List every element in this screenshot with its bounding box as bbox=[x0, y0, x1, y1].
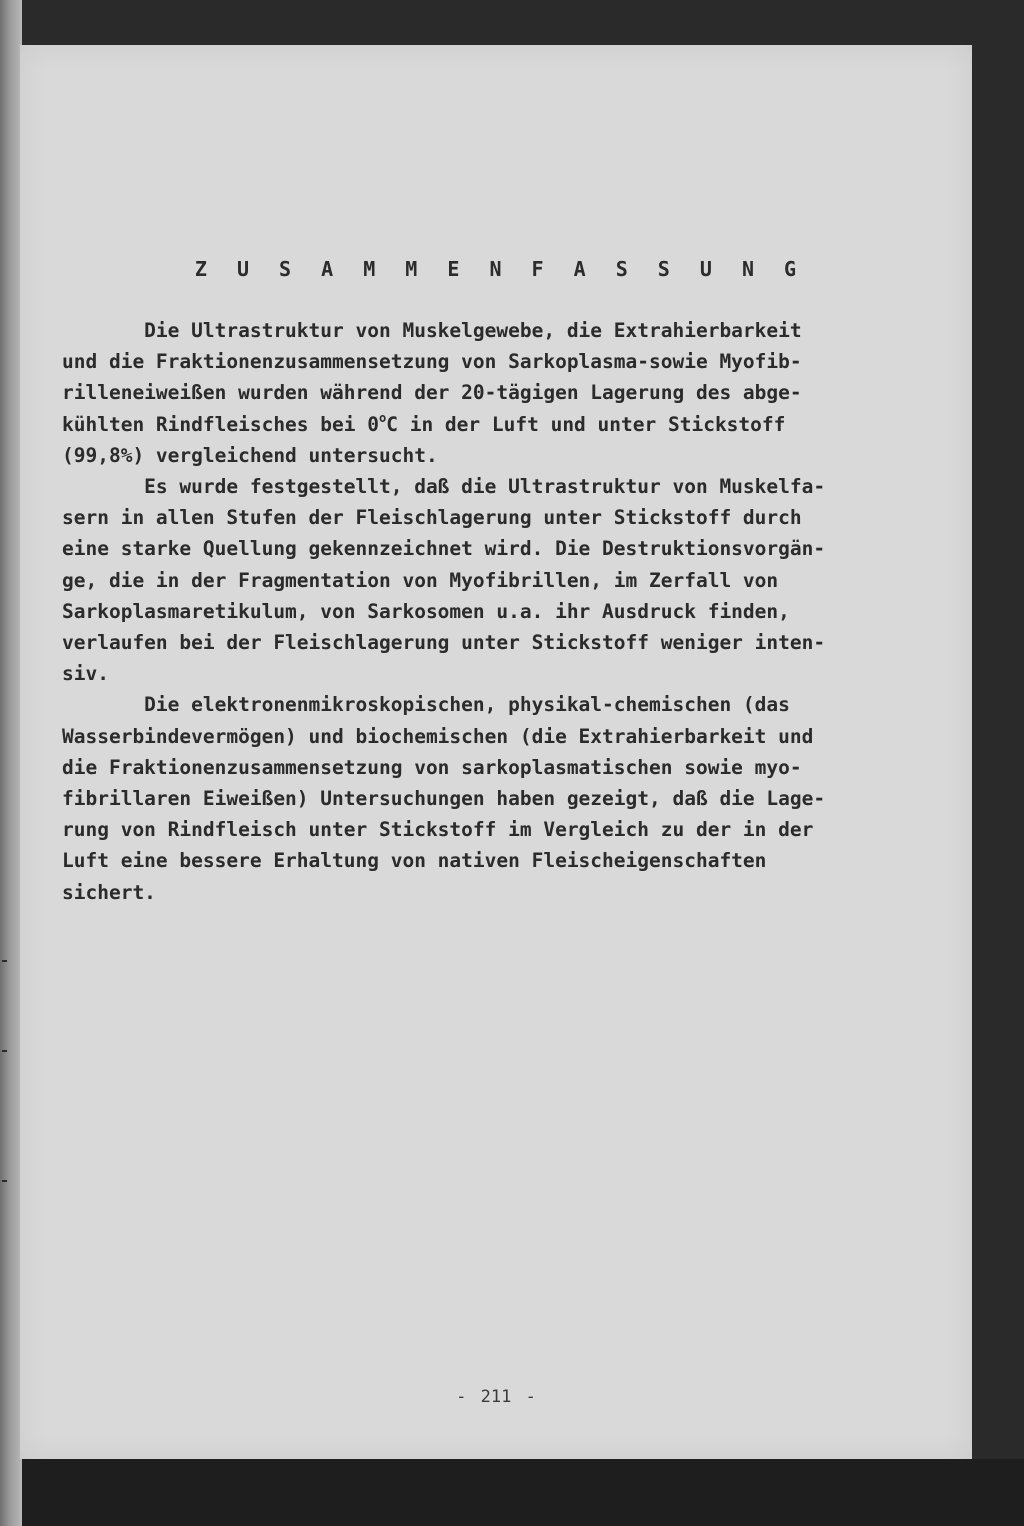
text-line: rung von Rindfleisch unter Stickstoff im Vergleich zu der in der bbox=[62, 818, 814, 842]
text-line: eine starke Quellung gekennzeichnet wird. Die Destruktionsvorgän- bbox=[62, 537, 826, 561]
text-segment: C in der Luft und unter Stickstoff bbox=[386, 412, 786, 436]
text-line: Luft eine bessere Erhaltung von nativen Fleischeigenschaften bbox=[62, 849, 767, 873]
text-line: siv. bbox=[62, 662, 109, 686]
page-number: - 211 - bbox=[456, 1387, 536, 1407]
text-line: die Fraktionenzusammensetzung von sarkoplasmatischen sowie myo- bbox=[62, 755, 802, 779]
text-line: sichert. bbox=[62, 880, 156, 904]
text-line: Es wurde festgestellt, daß die Ultrastruktur von Muskelfa- bbox=[62, 475, 826, 499]
text-line: Die elektronenmikroskopischen, physikal-chemischen (das bbox=[62, 693, 790, 717]
text-line: rilleneiweißen wurden während der 20-tägigen Lagerung des abge- bbox=[62, 381, 802, 405]
book-spine bbox=[0, 0, 22, 1526]
text-segment: kühlten Rindfleisches bei 0 bbox=[62, 412, 379, 436]
text-line: verlaufen bei der Fleischlagerung unter Stickstoff weniger inten- bbox=[62, 631, 826, 655]
text-line: Die Ultrastruktur von Muskelgewebe, die Extrahierbarkeit bbox=[62, 319, 802, 342]
summary-body bbox=[62, 315, 912, 908]
degree-superscript: o bbox=[378, 410, 387, 425]
scan-background bbox=[22, 1459, 1024, 1526]
spine-mark bbox=[2, 960, 7, 962]
document-page bbox=[20, 45, 972, 1459]
text-line: Wasserbindevermögen) und biochemischen (die Extrahierbarkeit und bbox=[62, 724, 814, 748]
text-line: (99,8%) vergleichend untersucht. bbox=[62, 443, 438, 467]
spine-mark bbox=[2, 1180, 7, 1182]
text-line: fibrillaren Eiweißen) Untersuchungen haben gezeigt, daß die Lage- bbox=[62, 787, 826, 811]
text-line: und die Fraktionenzusammensetzung von Sarkoplasma-sowie Myofib- bbox=[62, 350, 802, 374]
text-line bbox=[62, 409, 912, 440]
text-line: ge, die in der Fragmentation von Myofibrillen, im Zerfall von bbox=[62, 568, 779, 592]
spine-mark bbox=[2, 1050, 7, 1052]
page-heading: Z U S A M M E N F A S S U N G bbox=[194, 257, 806, 281]
text-line: Sarkoplasmaretikulum, von Sarkosomen u.a. ihr Ausdruck finden, bbox=[62, 599, 790, 623]
text-line: sern in allen Stufen der Fleischlagerung unter Stickstoff durch bbox=[62, 506, 802, 530]
